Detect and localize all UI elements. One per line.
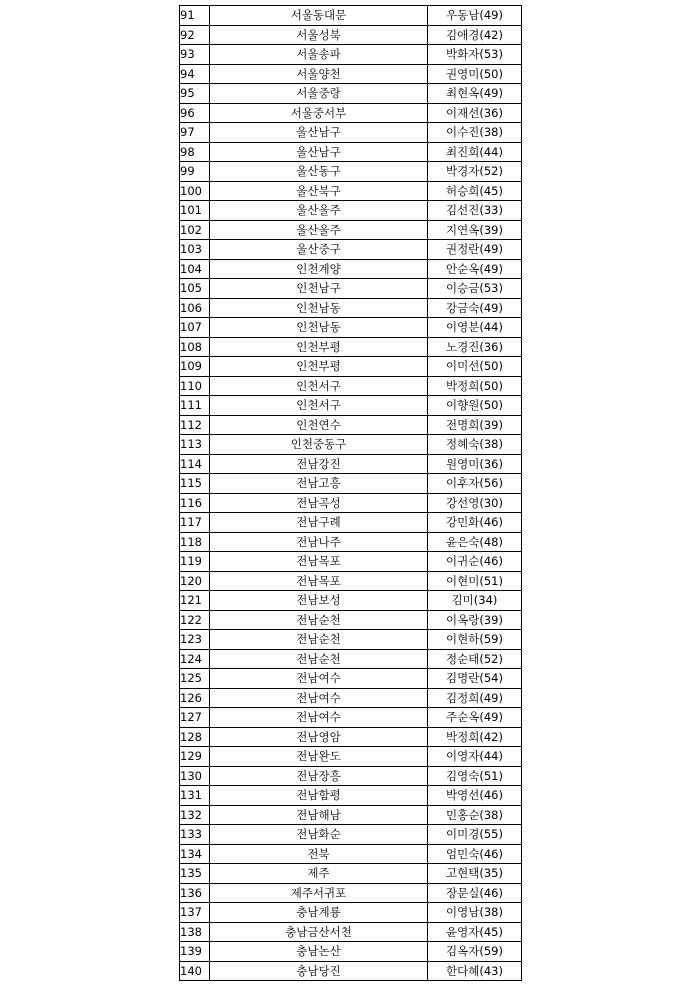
table-row bbox=[180, 201, 522, 221]
region-cell: 전남함평 bbox=[210, 786, 428, 806]
table-row bbox=[180, 25, 522, 45]
region-cell: 서울송파 bbox=[210, 45, 428, 65]
table-row bbox=[180, 942, 522, 962]
region-cell: 전남고흥 bbox=[210, 474, 428, 494]
region-cell: 전북 bbox=[210, 844, 428, 864]
table-row bbox=[180, 727, 522, 747]
row-number-cell: 111 bbox=[180, 396, 210, 416]
row-number-cell: 136 bbox=[180, 883, 210, 903]
table-row bbox=[180, 6, 522, 26]
row-number-cell: 102 bbox=[180, 220, 210, 240]
region-cell: 인천남동 bbox=[210, 298, 428, 318]
row-number-cell: 125 bbox=[180, 669, 210, 689]
member-name-cell: 김선진(33) bbox=[428, 201, 522, 221]
region-cell: 서울중서부 bbox=[210, 103, 428, 123]
table-row bbox=[180, 415, 522, 435]
row-number-cell: 91 bbox=[180, 6, 210, 26]
region-cell: 전남보성 bbox=[210, 591, 428, 611]
table-row bbox=[180, 825, 522, 845]
member-name-cell: 김명란(54) bbox=[428, 669, 522, 689]
table-row bbox=[180, 961, 522, 981]
region-cell: 전남목포 bbox=[210, 552, 428, 572]
member-name-cell: 권영미(50) bbox=[428, 64, 522, 84]
table-row bbox=[180, 766, 522, 786]
member-name-cell: 허승희(45) bbox=[428, 181, 522, 201]
member-name-cell: 권정란(49) bbox=[428, 240, 522, 260]
member-name-cell: 이후자(56) bbox=[428, 474, 522, 494]
region-cell: 전남여수 bbox=[210, 708, 428, 728]
member-name-cell: 지연옥(39) bbox=[428, 220, 522, 240]
row-number-cell: 134 bbox=[180, 844, 210, 864]
table-row bbox=[180, 162, 522, 182]
table-row bbox=[180, 708, 522, 728]
region-cell: 울산중구 bbox=[210, 240, 428, 260]
member-name-cell: 엄민숙(46) bbox=[428, 844, 522, 864]
member-name-cell: 원영미(36) bbox=[428, 454, 522, 474]
row-number-cell: 127 bbox=[180, 708, 210, 728]
table-row bbox=[180, 181, 522, 201]
table-row bbox=[180, 84, 522, 104]
table-row bbox=[180, 64, 522, 84]
region-cell: 전남화순 bbox=[210, 825, 428, 845]
row-number-cell: 135 bbox=[180, 864, 210, 884]
region-cell: 울산북구 bbox=[210, 181, 428, 201]
region-cell: 서울동대문 bbox=[210, 6, 428, 26]
region-cell: 전남순천 bbox=[210, 610, 428, 630]
row-number-cell: 96 bbox=[180, 103, 210, 123]
region-cell: 충남금산서천 bbox=[210, 922, 428, 942]
row-number-cell: 101 bbox=[180, 201, 210, 221]
member-name-cell: 이미선(50) bbox=[428, 357, 522, 377]
member-name-cell: 이수진(38) bbox=[428, 123, 522, 143]
table-row bbox=[180, 435, 522, 455]
row-number-cell: 129 bbox=[180, 747, 210, 767]
member-name-cell: 박화자(53) bbox=[428, 45, 522, 65]
table-row bbox=[180, 864, 522, 884]
table-row bbox=[180, 786, 522, 806]
table-row bbox=[180, 123, 522, 143]
region-cell: 전남순천 bbox=[210, 630, 428, 650]
row-number-cell: 103 bbox=[180, 240, 210, 260]
member-name-cell: 안순옥(49) bbox=[428, 259, 522, 279]
member-name-cell: 박영선(46) bbox=[428, 786, 522, 806]
table-row bbox=[180, 669, 522, 689]
row-number-cell: 104 bbox=[180, 259, 210, 279]
row-number-cell: 113 bbox=[180, 435, 210, 455]
member-name-cell: 김애경(42) bbox=[428, 25, 522, 45]
member-name-cell: 박정희(42) bbox=[428, 727, 522, 747]
row-number-cell: 106 bbox=[180, 298, 210, 318]
row-number-cell: 112 bbox=[180, 415, 210, 435]
table-row bbox=[180, 103, 522, 123]
table-row bbox=[180, 396, 522, 416]
member-name-cell: 박경자(52) bbox=[428, 162, 522, 182]
table-row bbox=[180, 591, 522, 611]
region-cell: 인천남구 bbox=[210, 279, 428, 299]
member-name-cell: 강선영(30) bbox=[428, 493, 522, 513]
member-name-cell: 전명희(39) bbox=[428, 415, 522, 435]
row-number-cell: 100 bbox=[180, 181, 210, 201]
table-row bbox=[180, 357, 522, 377]
region-cell: 충남논산 bbox=[210, 942, 428, 962]
table-row bbox=[180, 571, 522, 591]
row-number-cell: 131 bbox=[180, 786, 210, 806]
region-cell: 서울중랑 bbox=[210, 84, 428, 104]
member-name-cell: 이재선(36) bbox=[428, 103, 522, 123]
table-row bbox=[180, 649, 522, 669]
member-name-cell: 강금숙(49) bbox=[428, 298, 522, 318]
member-name-cell: 이향원(50) bbox=[428, 396, 522, 416]
table-row bbox=[180, 688, 522, 708]
row-number-cell: 114 bbox=[180, 454, 210, 474]
member-name-cell: 최현옥(49) bbox=[428, 84, 522, 104]
region-cell: 전남곡성 bbox=[210, 493, 428, 513]
member-name-cell: 이현미(51) bbox=[428, 571, 522, 591]
member-name-cell: 이승금(53) bbox=[428, 279, 522, 299]
region-cell: 인천서구 bbox=[210, 396, 428, 416]
region-cell: 충남당진 bbox=[210, 961, 428, 981]
region-cell: 울산남구 bbox=[210, 142, 428, 162]
region-cell: 인천중동구 bbox=[210, 435, 428, 455]
member-name-cell: 김옥자(59) bbox=[428, 942, 522, 962]
member-name-cell: 이미경(55) bbox=[428, 825, 522, 845]
row-number-cell: 99 bbox=[180, 162, 210, 182]
region-cell: 울산울주 bbox=[210, 220, 428, 240]
table-row bbox=[180, 532, 522, 552]
member-name-cell: 민홍순(38) bbox=[428, 805, 522, 825]
table-row bbox=[180, 474, 522, 494]
row-number-cell: 115 bbox=[180, 474, 210, 494]
table-row bbox=[180, 630, 522, 650]
table-row bbox=[180, 376, 522, 396]
region-cell: 울산동구 bbox=[210, 162, 428, 182]
table-row bbox=[180, 142, 522, 162]
table-row bbox=[180, 883, 522, 903]
row-number-cell: 110 bbox=[180, 376, 210, 396]
row-number-cell: 121 bbox=[180, 591, 210, 611]
member-name-cell: 노경진(36) bbox=[428, 337, 522, 357]
row-number-cell: 132 bbox=[180, 805, 210, 825]
region-cell: 인천계양 bbox=[210, 259, 428, 279]
member-name-cell: 고현택(35) bbox=[428, 864, 522, 884]
region-cell: 제주서귀포 bbox=[210, 883, 428, 903]
table-row bbox=[180, 240, 522, 260]
member-name-cell: 최진희(44) bbox=[428, 142, 522, 162]
region-cell: 전남해남 bbox=[210, 805, 428, 825]
table-row bbox=[180, 259, 522, 279]
table-row bbox=[180, 220, 522, 240]
region-cell: 울산울주 bbox=[210, 201, 428, 221]
row-number-cell: 130 bbox=[180, 766, 210, 786]
table-row bbox=[180, 805, 522, 825]
row-number-cell: 107 bbox=[180, 318, 210, 338]
region-cell: 인천부평 bbox=[210, 337, 428, 357]
member-name-cell: 우동남(49) bbox=[428, 6, 522, 26]
row-number-cell: 140 bbox=[180, 961, 210, 981]
member-name-cell: 이현하(59) bbox=[428, 630, 522, 650]
table-row bbox=[180, 922, 522, 942]
row-number-cell: 94 bbox=[180, 64, 210, 84]
table-row bbox=[180, 493, 522, 513]
row-number-cell: 116 bbox=[180, 493, 210, 513]
row-number-cell: 133 bbox=[180, 825, 210, 845]
member-name-cell: 장문실(46) bbox=[428, 883, 522, 903]
row-number-cell: 92 bbox=[180, 25, 210, 45]
member-name-cell: 이영자(44) bbox=[428, 747, 522, 767]
table-row bbox=[180, 552, 522, 572]
table-row bbox=[180, 318, 522, 338]
row-number-cell: 93 bbox=[180, 45, 210, 65]
member-name-cell: 이옥랑(39) bbox=[428, 610, 522, 630]
row-number-cell: 138 bbox=[180, 922, 210, 942]
table-row bbox=[180, 610, 522, 630]
region-cell: 전남강진 bbox=[210, 454, 428, 474]
table-row bbox=[180, 298, 522, 318]
region-cell: 전남순천 bbox=[210, 649, 428, 669]
member-name-cell: 윤영자(45) bbox=[428, 922, 522, 942]
member-name-cell: 정혜숙(38) bbox=[428, 435, 522, 455]
member-name-cell: 강민화(46) bbox=[428, 513, 522, 533]
row-number-cell: 122 bbox=[180, 610, 210, 630]
row-number-cell: 109 bbox=[180, 357, 210, 377]
member-name-cell: 이귀순(46) bbox=[428, 552, 522, 572]
member-name-cell: 주순옥(49) bbox=[428, 708, 522, 728]
table-row bbox=[180, 45, 522, 65]
table-row bbox=[180, 747, 522, 767]
member-name-cell: 이영분(44) bbox=[428, 318, 522, 338]
member-name-cell: 김정희(49) bbox=[428, 688, 522, 708]
row-number-cell: 137 bbox=[180, 903, 210, 923]
region-cell: 전남영암 bbox=[210, 727, 428, 747]
table-row bbox=[180, 337, 522, 357]
region-cell: 전남장흥 bbox=[210, 766, 428, 786]
table-row bbox=[180, 844, 522, 864]
region-cell: 인천부평 bbox=[210, 357, 428, 377]
row-number-cell: 120 bbox=[180, 571, 210, 591]
row-number-cell: 117 bbox=[180, 513, 210, 533]
member-name-cell: 정순태(52) bbox=[428, 649, 522, 669]
row-number-cell: 123 bbox=[180, 630, 210, 650]
region-cell: 전남여수 bbox=[210, 688, 428, 708]
row-number-cell: 124 bbox=[180, 649, 210, 669]
table-row bbox=[180, 903, 522, 923]
roster-body bbox=[180, 6, 522, 981]
row-number-cell: 105 bbox=[180, 279, 210, 299]
row-number-cell: 139 bbox=[180, 942, 210, 962]
region-cell: 전남완도 bbox=[210, 747, 428, 767]
region-cell: 서울성북 bbox=[210, 25, 428, 45]
member-name-cell: 한다혜(43) bbox=[428, 961, 522, 981]
row-number-cell: 118 bbox=[180, 532, 210, 552]
region-cell: 인천서구 bbox=[210, 376, 428, 396]
region-cell: 울산남구 bbox=[210, 123, 428, 143]
region-cell: 전남목포 bbox=[210, 571, 428, 591]
row-number-cell: 108 bbox=[180, 337, 210, 357]
member-name-cell: 박정희(50) bbox=[428, 376, 522, 396]
region-cell: 인천연수 bbox=[210, 415, 428, 435]
region-cell: 서울양천 bbox=[210, 64, 428, 84]
table-row bbox=[180, 279, 522, 299]
roster-table bbox=[179, 5, 522, 981]
row-number-cell: 95 bbox=[180, 84, 210, 104]
row-number-cell: 98 bbox=[180, 142, 210, 162]
row-number-cell: 119 bbox=[180, 552, 210, 572]
member-name-cell: 이영남(38) bbox=[428, 903, 522, 923]
region-cell: 충남계룡 bbox=[210, 903, 428, 923]
row-number-cell: 126 bbox=[180, 688, 210, 708]
region-cell: 전남나주 bbox=[210, 532, 428, 552]
row-number-cell: 128 bbox=[180, 727, 210, 747]
region-cell: 전남구례 bbox=[210, 513, 428, 533]
region-cell: 제주 bbox=[210, 864, 428, 884]
table-row bbox=[180, 513, 522, 533]
region-cell: 인천남동 bbox=[210, 318, 428, 338]
row-number-cell: 97 bbox=[180, 123, 210, 143]
table-row bbox=[180, 454, 522, 474]
member-name-cell: 김영숙(51) bbox=[428, 766, 522, 786]
member-name-cell: 윤은숙(48) bbox=[428, 532, 522, 552]
region-cell: 전남여수 bbox=[210, 669, 428, 689]
member-name-cell: 김미(34) bbox=[428, 591, 522, 611]
